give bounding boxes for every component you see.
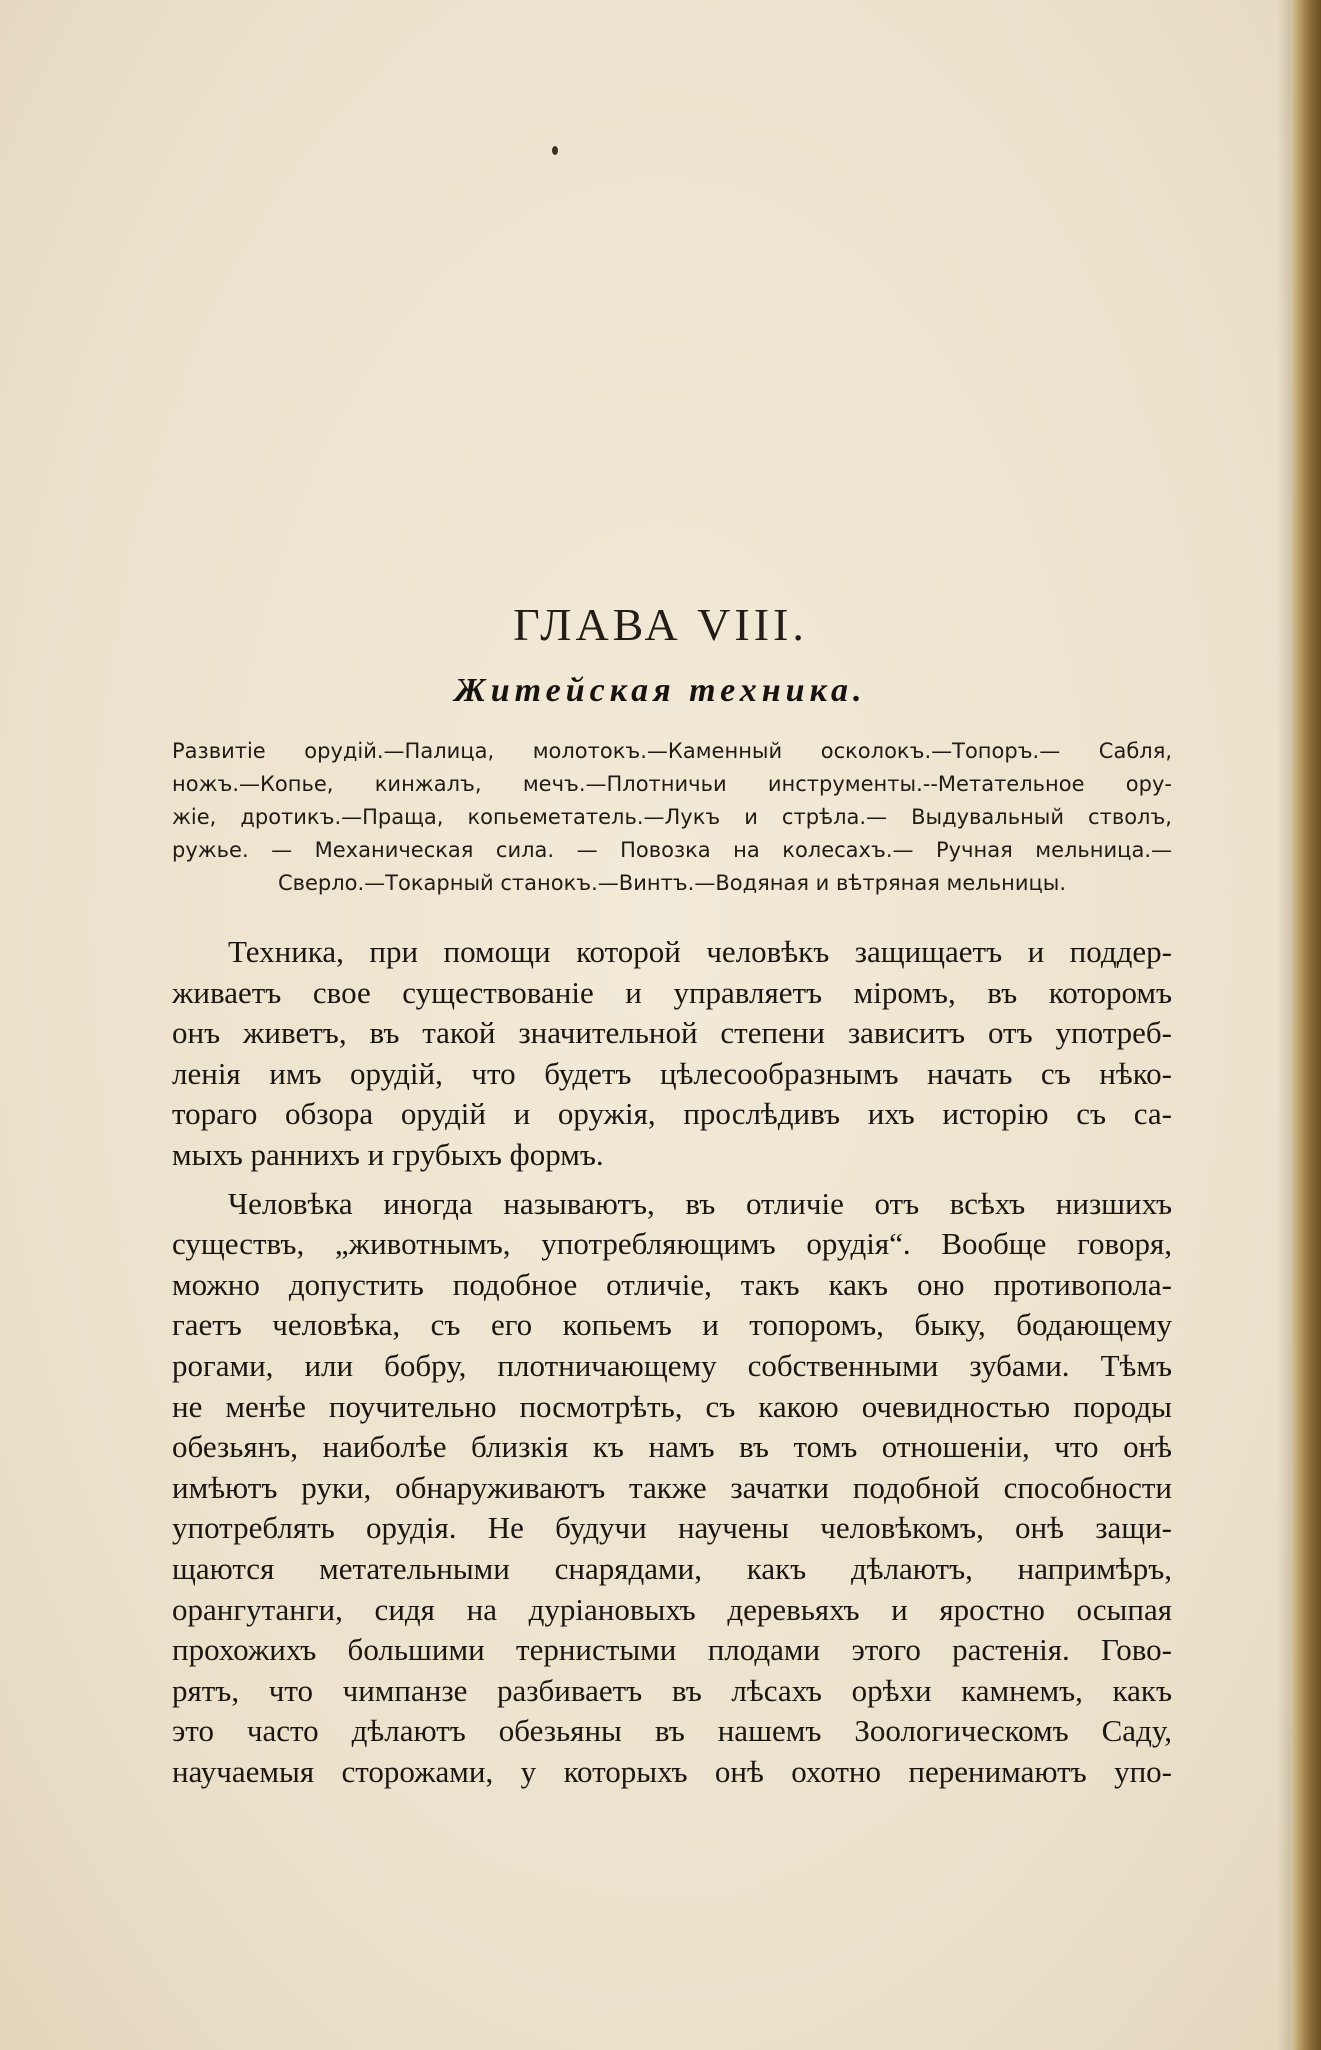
text-line: Человѣка иногда называютъ, въ отличіе отъ всѣхъ низшихъ (228, 1185, 1172, 1221)
show-through-text (170, 185, 1160, 449)
text-line: Техника, при помощи которой человѣкъ защищаетъ и поддер- (228, 934, 1172, 969)
text-line: рятъ, что чимпанзе разбиваетъ въ лѣсахъ орѣхи камнемъ, какъ (172, 1672, 1172, 1708)
body-text (172, 932, 1172, 1792)
text-line: живаетъ свое существованіе и управляетъ міромъ, въ которомъ (172, 974, 1172, 1010)
summary-line: ружье. — Механическая сила. — Повозка на колесахъ.— Ручная мельница.— (172, 838, 1172, 862)
text-line: прохожихъ большими тернистыми плодами этого растенія. Гово- (172, 1632, 1172, 1668)
text-line: употреблять орудія. Не будучи научены человѣкомъ, онѣ защи- (172, 1510, 1172, 1546)
text-line: ленія имъ орудій, что будетъ цѣлесообразнымъ начать съ нѣко- (172, 1055, 1172, 1091)
text-line: тораго обзора орудій и оружія, прослѣдивъ ихъ исторію съ са- (172, 1096, 1172, 1132)
ink-speck (552, 146, 558, 155)
text-line: онъ живетъ, въ такой значительной степени зависитъ отъ употреб- (172, 1015, 1172, 1051)
summary-line: Развитіе орудій.—Палица, молотокъ.—Каменный осколокъ.—Топоръ.— Сабля, (172, 739, 1172, 763)
text-line: существъ, „животнымъ, употребляющимъ орудія“. Вообще говоря, (172, 1226, 1172, 1262)
text-line: имѣютъ руки, обнаруживаютъ также зачатки подобной способности (172, 1469, 1172, 1505)
summary-line: ножъ.—Копье, кинжалъ, мечъ.—Плотничьи инструменты.--Метательное ору- (172, 772, 1172, 796)
summary-line: Сверло.—Токарный станокъ.—Винтъ.—Водяная и вѣтряная мельницы. (277, 871, 1067, 895)
chapter-summary (172, 735, 1172, 900)
book-spine-edge (1291, 0, 1321, 2050)
text-line: не менѣе поучительно посмотрѣть, съ какою очевидностью породы (172, 1388, 1172, 1424)
chapter-subtitle: Житейская техника. (454, 672, 867, 709)
text-line: орангутанги, сидя на дуріановыхъ деревьяхъ и яростно осыпая (172, 1591, 1172, 1627)
summary-line: жіе, дротикъ.—Праща, копьеметатель.—Лукъ и стрѣла.— Выдувальный стволъ, (172, 805, 1172, 829)
text-line: рогами, или бобру, плотничающему собственными зубами. Тѣмъ (172, 1347, 1172, 1383)
paragraph-gap (172, 1176, 1172, 1184)
paragraph-2 (172, 1184, 1172, 1793)
text-line: это часто дѣлаютъ обезьяны въ нашемъ Зоологическомъ Саду, (172, 1713, 1172, 1749)
text-line: щаются метательными снарядами, какъ дѣлаютъ, напримѣръ, (172, 1550, 1172, 1586)
text-line: можно допустить подобное отличіе, такъ какъ оно противопола- (172, 1266, 1172, 1302)
chapter-title: ГЛАВА VIII. (513, 599, 808, 650)
text-line: научаемыя сторожами, у которыхъ онѣ охотно перенимаютъ упо- (172, 1753, 1172, 1789)
text-line: обезьянъ, наиболѣе близкія къ намъ въ томъ отношеніи, что онѣ (172, 1429, 1172, 1465)
text-line: мыхъ раннихъ и грубыхъ формъ. (172, 1136, 604, 1172)
paragraph-1 (172, 932, 1172, 1176)
page-gutter-shadow (1277, 0, 1291, 2050)
text-line: гаетъ человѣка, съ его копьемъ и топоромъ, быку, бодающему (172, 1307, 1172, 1343)
